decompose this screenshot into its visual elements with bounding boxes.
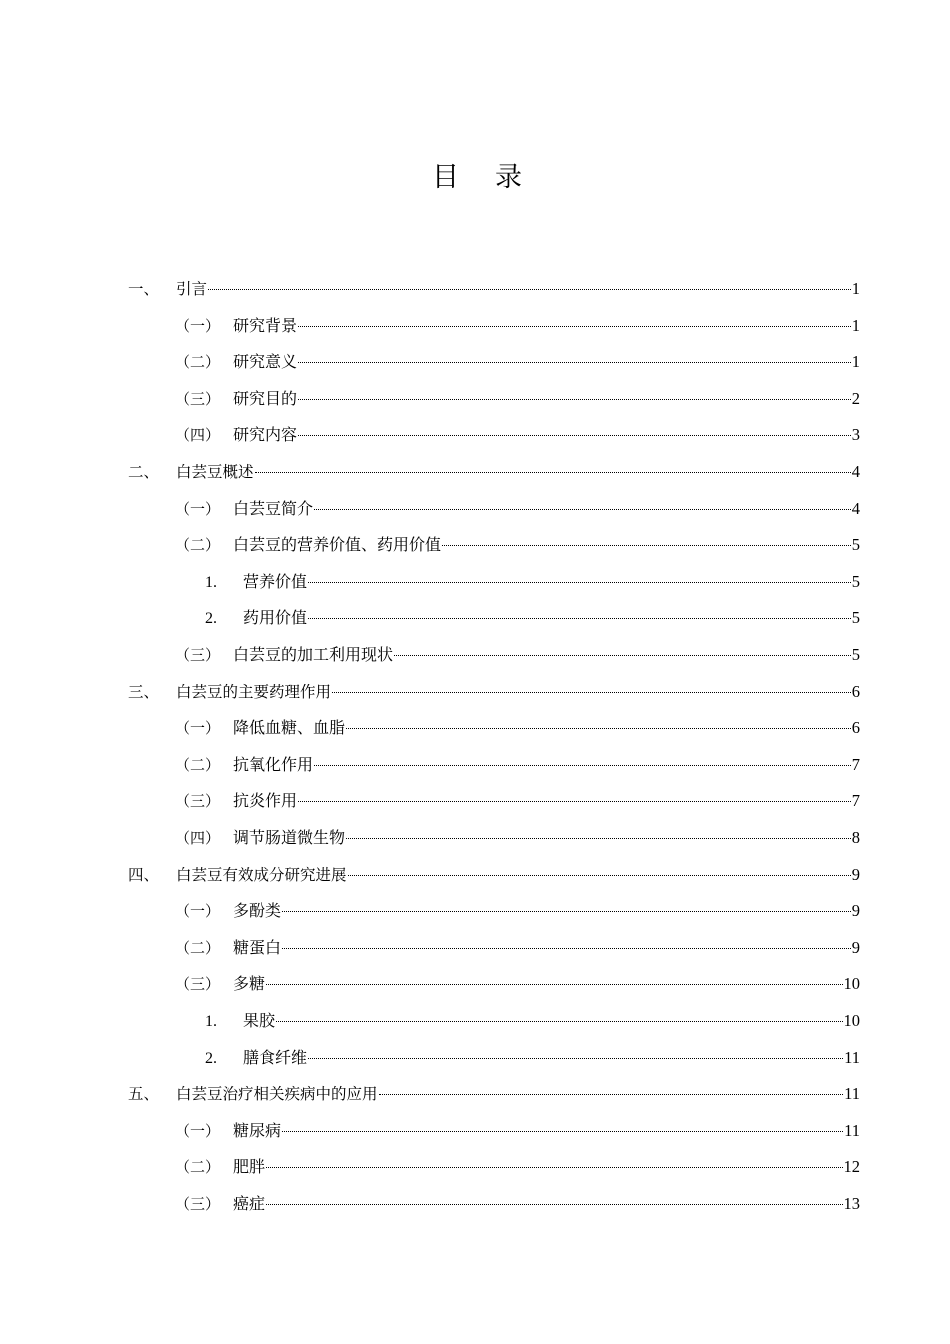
toc-leader-dots — [308, 582, 851, 583]
toc-entry-label: 药用价值 — [243, 608, 308, 628]
toc-leader-dots — [314, 765, 851, 766]
toc-title: 目录 — [432, 162, 558, 193]
toc-entry-page-number: 5 — [851, 535, 860, 555]
toc-entry[interactable] — [205, 605, 860, 631]
toc-entry-page-number: 1 — [851, 279, 860, 298]
toc-entry-number: 1. — [205, 1013, 217, 1030]
toc-leader-dots — [298, 362, 851, 363]
toc-leader-dots — [266, 984, 842, 985]
toc-entry[interactable] — [175, 971, 860, 997]
toc-leader-dots — [394, 655, 851, 656]
toc-entry-label: 研究目的 — [233, 388, 298, 408]
toc-entry-number: 五、 — [128, 1085, 160, 1104]
toc-entry-label: 调节肠道微生物 — [233, 828, 346, 847]
toc-entry-page-number: 11 — [844, 1084, 860, 1104]
toc-entry-label: 白芸豆简介 — [233, 498, 314, 518]
toc-entry-page-number: 11 — [844, 1047, 860, 1067]
toc-entry-label: 白芸豆的营养价值、药用价值 — [233, 535, 442, 555]
toc-entry-number: （三） — [175, 389, 221, 408]
toc-entry[interactable] — [175, 349, 860, 375]
toc-entry-label: 糖尿病 — [233, 1120, 282, 1140]
toc-entry-label: 肥胖 — [233, 1157, 266, 1177]
toc-entry[interactable] — [205, 569, 860, 595]
toc-entry-page-number: 4 — [851, 498, 860, 518]
toc-entry-label: 研究内容 — [233, 425, 298, 445]
toc-entry-page-number: 5 — [851, 571, 860, 591]
toc-entry-label: 营养价值 — [243, 571, 308, 591]
toc-entry-label: 抗氧化作用 — [233, 754, 314, 774]
toc-entry-label: 多糖 — [233, 974, 266, 994]
toc-entry-page-number: 6 — [851, 681, 860, 701]
toc-entry-number: 三、 — [128, 682, 160, 701]
toc-leader-dots — [266, 1167, 842, 1168]
toc-leader-dots — [298, 399, 851, 400]
toc-entry-number: （三） — [175, 792, 221, 811]
toc-leader-dots — [282, 1131, 843, 1132]
toc-entry-page-number: 11 — [844, 1120, 860, 1140]
toc-entry-label: 引言 — [176, 280, 208, 298]
toc-entry-page-number: 4 — [851, 462, 860, 481]
toc-entry-label: 白芸豆有效成分研究进展 — [176, 865, 347, 884]
toc-entry-page-number: 12 — [843, 1157, 860, 1177]
toc-leader-dots — [282, 948, 851, 949]
toc-entry-label: 白芸豆概述 — [176, 463, 254, 481]
toc-leader-dots — [276, 1021, 842, 1022]
toc-entry-label: 研究意义 — [233, 352, 298, 372]
toc-entry-number: 1. — [205, 573, 217, 591]
toc-entry-number: （一） — [175, 719, 221, 738]
toc-entry[interactable] — [175, 715, 860, 741]
toc-entry-label: 白芸豆治疗相关疾病中的应用 — [176, 1085, 378, 1104]
toc-entry-number: （三） — [175, 646, 221, 664]
toc-entry-page-number: 6 — [851, 718, 860, 738]
toc-entry-number: （一） — [175, 316, 221, 335]
toc-entry[interactable] — [205, 1045, 860, 1071]
toc-entry[interactable] — [128, 1081, 860, 1107]
toc-entry[interactable] — [175, 788, 860, 814]
toc-entry-page-number: 1 — [851, 315, 860, 335]
toc-entry-number: 一、 — [128, 280, 160, 298]
toc-entry[interactable] — [175, 1118, 860, 1144]
toc-entry[interactable] — [128, 276, 860, 302]
toc-entry[interactable] — [128, 459, 860, 485]
toc-entry-page-number: 1 — [851, 352, 860, 372]
toc-entry-label: 膳食纤维 — [243, 1047, 308, 1067]
toc-entry-label: 降低血糖、血脂 — [233, 718, 346, 738]
toc-entry[interactable] — [175, 386, 860, 412]
toc-entry-page-number: 7 — [851, 791, 860, 811]
toc-entry-page-number: 3 — [851, 425, 860, 445]
toc-leader-dots — [308, 1058, 843, 1059]
toc-entry-page-number: 10 — [843, 1011, 860, 1030]
toc-entry-number: 2. — [205, 1049, 217, 1067]
toc-entry[interactable] — [175, 752, 860, 778]
toc-entry-number: （三） — [175, 1195, 221, 1213]
toc-entry-page-number: 13 — [843, 1194, 860, 1213]
toc-entry-number: （四） — [175, 829, 221, 847]
toc-entry[interactable] — [175, 935, 860, 961]
toc-entry-page-number: 9 — [851, 937, 860, 957]
toc-entry-number: （一） — [175, 1121, 221, 1140]
toc-entry-number: （四） — [175, 426, 221, 445]
toc-entry-number: （二） — [175, 755, 221, 774]
toc-leader-dots — [282, 911, 851, 912]
toc-leader-dots — [346, 728, 851, 729]
toc-entry-number: 二、 — [128, 463, 160, 481]
toc-entry-label: 白芸豆的加工利用现状 — [233, 645, 394, 664]
toc-entry-number: （三） — [175, 975, 221, 994]
toc-entry-page-number: 2 — [851, 388, 860, 408]
toc-entry-page-number: 5 — [851, 645, 860, 664]
toc-leader-dots — [379, 1094, 844, 1095]
toc-entry-label: 抗炎作用 — [233, 791, 298, 811]
toc-entry-number: （一） — [175, 902, 221, 921]
toc-entry-number: （一） — [175, 499, 221, 518]
toc-leader-dots — [298, 801, 851, 802]
toc-entry-label: 白芸豆的主要药理作用 — [176, 682, 332, 701]
toc-entry-number: （二） — [175, 353, 221, 372]
toc-entry[interactable] — [128, 862, 860, 888]
toc-leader-dots — [348, 875, 851, 876]
toc-entry-page-number: 10 — [843, 974, 860, 994]
toc-entry[interactable] — [175, 898, 860, 924]
toc-entry-label: 糖蛋白 — [233, 937, 282, 957]
toc-leader-dots — [208, 289, 851, 290]
toc-entry-number: 四、 — [128, 865, 160, 884]
toc-entry-page-number: 9 — [851, 901, 860, 921]
toc-entry-label: 研究背景 — [233, 315, 298, 335]
toc-entry[interactable] — [175, 825, 860, 851]
toc-entry-label: 果胶 — [243, 1011, 276, 1030]
toc-entry-page-number: 7 — [851, 754, 860, 774]
toc-entry-number: （二） — [175, 1158, 221, 1177]
toc-entry-label: 多酚类 — [233, 901, 282, 921]
toc-entry[interactable] — [175, 496, 860, 522]
toc-leader-dots — [346, 838, 851, 839]
toc-leader-dots — [314, 509, 851, 510]
toc-leader-dots — [255, 472, 851, 473]
toc-entry[interactable] — [175, 422, 860, 448]
toc-leader-dots — [298, 435, 851, 436]
toc-entry-number: （二） — [175, 536, 221, 555]
toc-leader-dots — [308, 618, 851, 619]
toc-entry[interactable] — [175, 1191, 860, 1217]
toc-entry-page-number: 8 — [851, 828, 860, 847]
toc-entry-page-number: 9 — [851, 864, 860, 884]
toc-entry[interactable] — [205, 1008, 860, 1034]
toc-leader-dots — [442, 545, 851, 546]
toc-leader-dots — [266, 1204, 842, 1205]
toc-leader-dots — [332, 692, 851, 693]
toc-entry-number: 2. — [205, 610, 217, 628]
toc-entry[interactable] — [128, 679, 860, 705]
toc-entry-label: 癌症 — [233, 1194, 266, 1213]
toc-entry[interactable] — [175, 532, 860, 558]
toc-entry[interactable] — [175, 1154, 860, 1180]
toc-entry[interactable] — [175, 642, 860, 668]
toc-entry-page-number: 5 — [851, 608, 860, 628]
toc-entry[interactable] — [175, 313, 860, 339]
toc-leader-dots — [298, 326, 851, 327]
toc-entry-number: （二） — [175, 938, 221, 957]
